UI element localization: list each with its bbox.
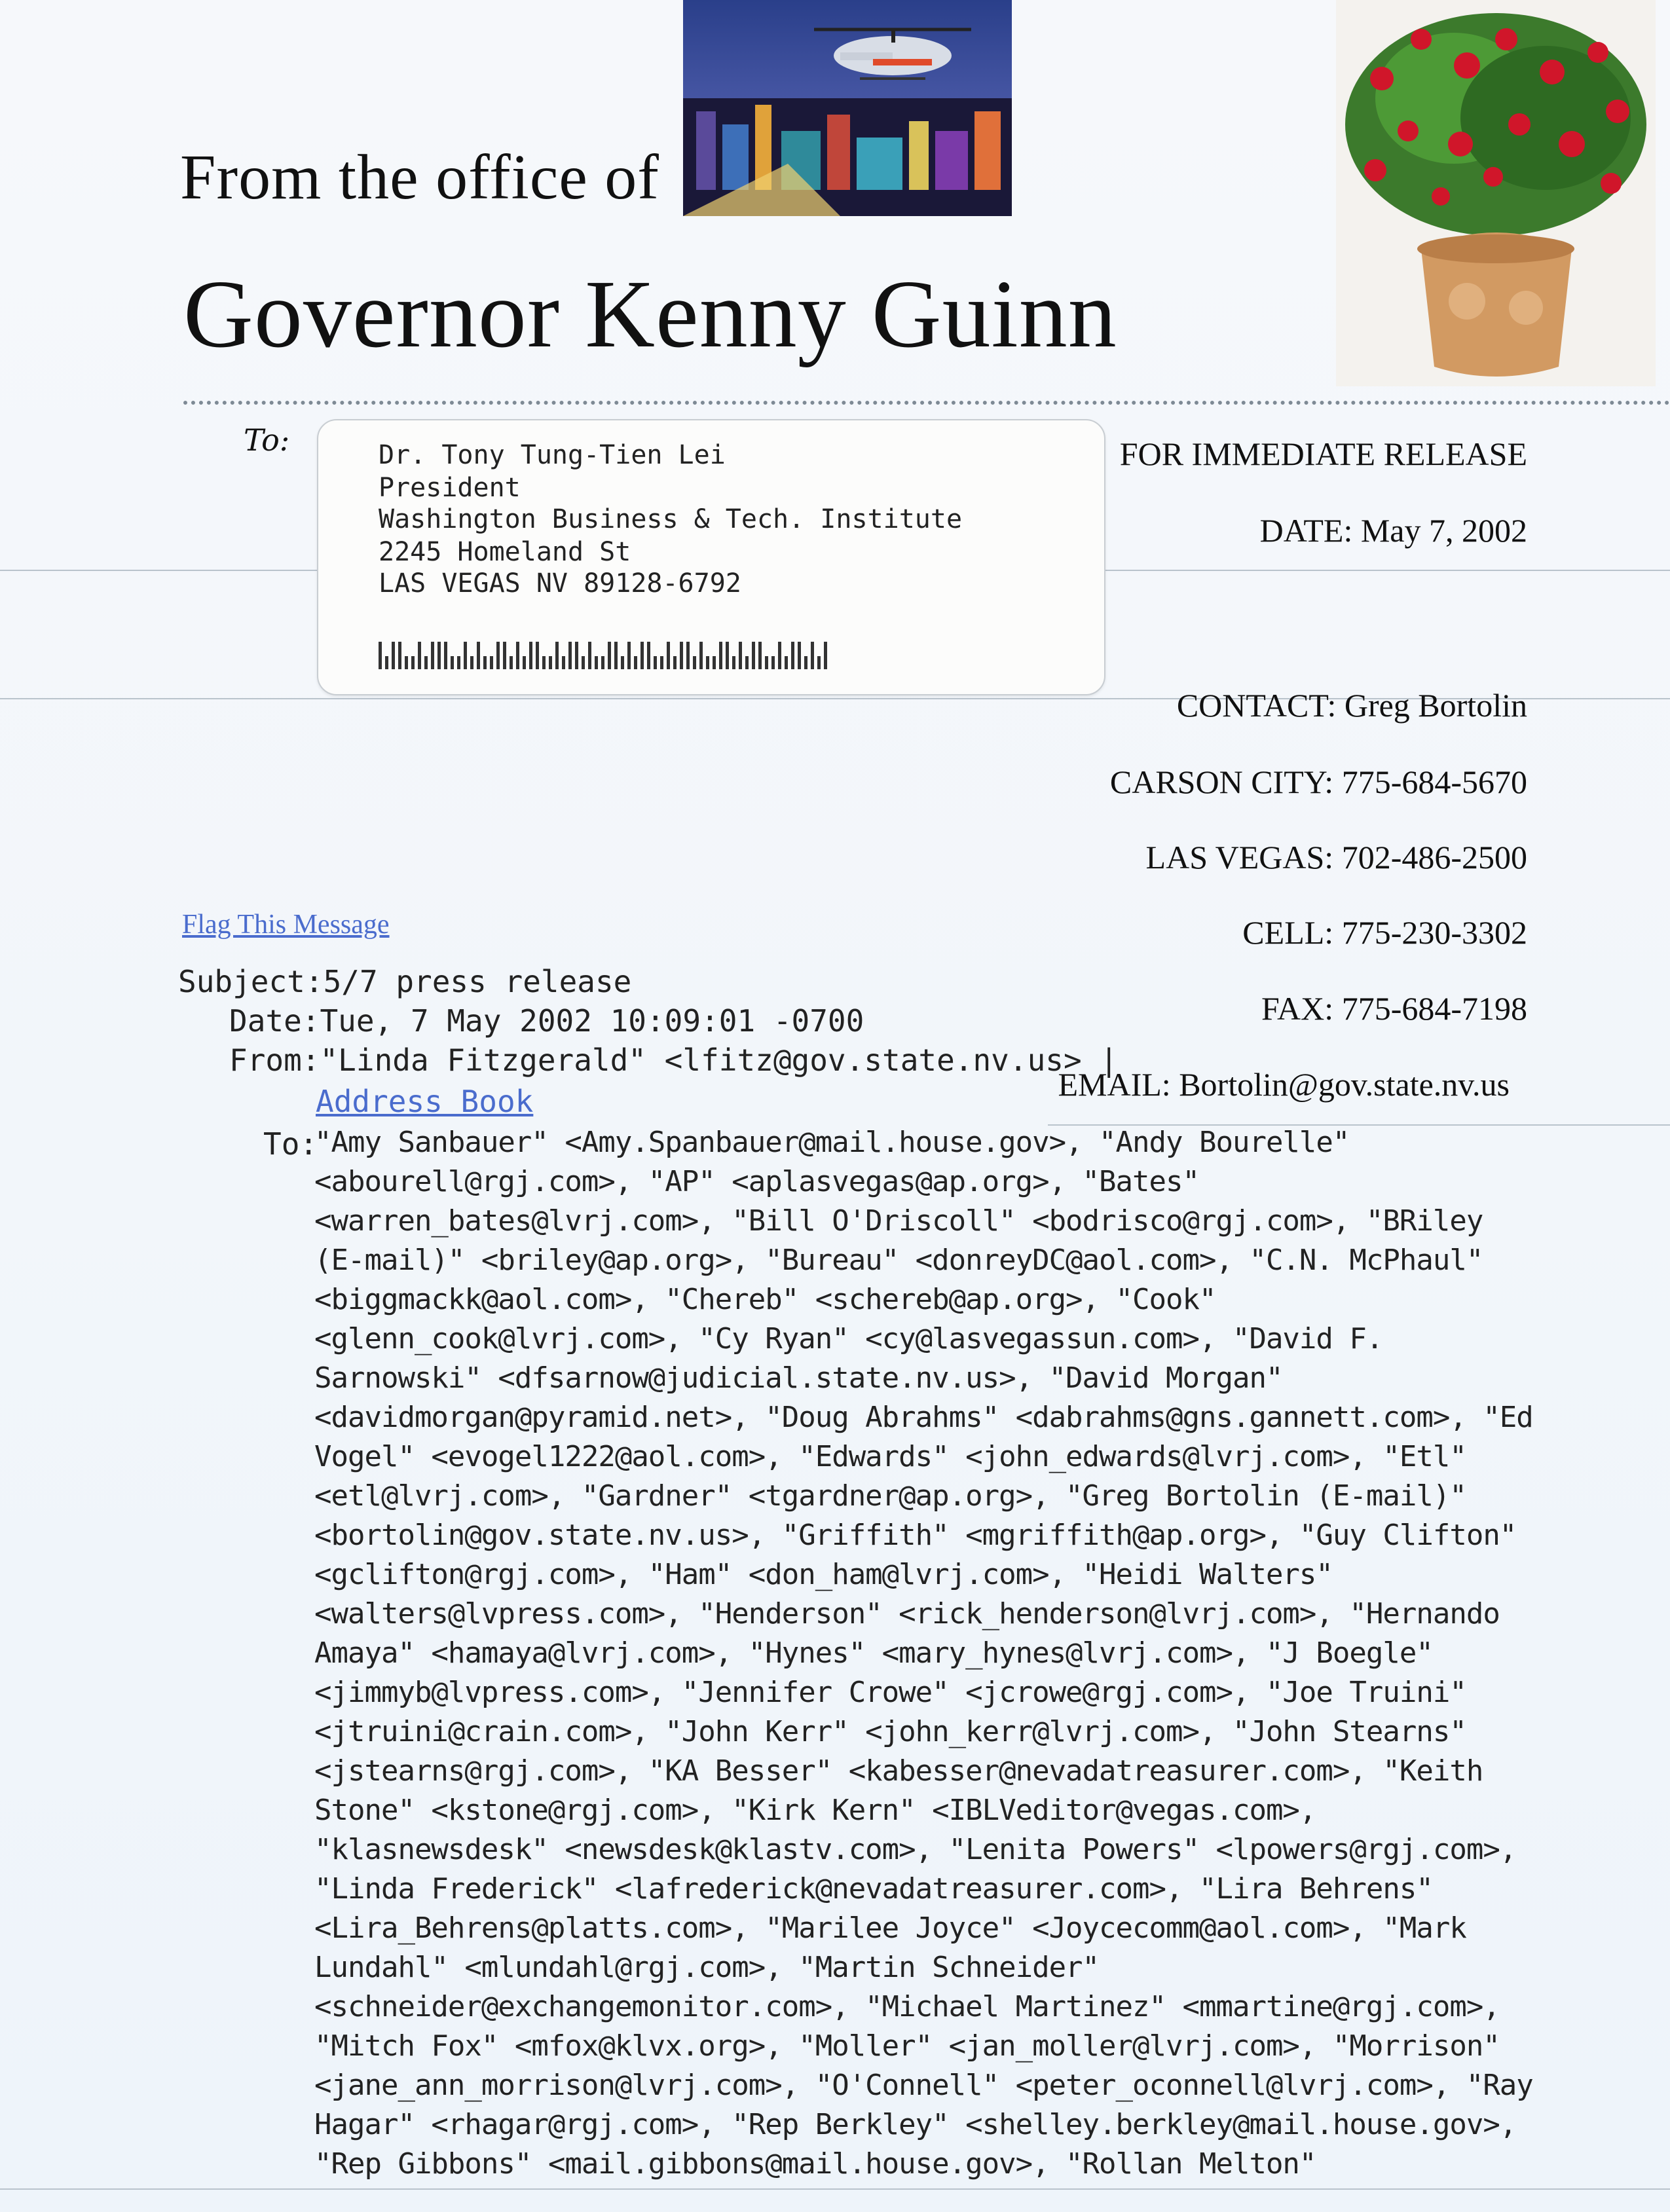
email-label: EMAIL [1058,1066,1162,1103]
barcode-bar [719,642,722,669]
governor-name: Governor Kenny Guinn [183,261,1117,368]
label-title: President [379,473,521,503]
barcode-bar [654,656,657,669]
vegas-value: 702-486-2500 [1341,839,1527,876]
barcode-bar [523,656,526,669]
recipient-line: <warren_bates@lvrj.com>, "Bill O'Driscoll" <bodrisco@rgj.com>, "BRiley [314,1204,1483,1238]
barcode-bar [411,656,415,669]
subject-line [178,964,631,999]
from-line [229,1042,1118,1078]
recipient-line: <biggmackk@aol.com>, "Chereb" <schereb@ap.org>, "Cook" [314,1283,1216,1316]
fold-line [0,2188,1670,2190]
email-date-value: Tue, 7 May 2002 10:09:01 -0700 [320,1003,864,1039]
cell-line: CELL: 775-230-3302 [1242,914,1527,951]
barcode-bar [726,642,729,669]
las-vegas-line: LAS VEGAS: 702-486-2500 [1145,839,1527,876]
recipient-line: <abourell@rgj.com>, "AP" <aplasvegas@ap.org>, "Bates" [314,1165,1199,1198]
barcode-bar [785,656,788,669]
to-prefix: To: [244,422,290,458]
barcode-bar [588,642,591,669]
divider [183,401,1670,405]
barcode-bar [437,642,441,669]
barcode-bar [798,642,801,669]
barcode-bar [529,642,532,669]
barcode-bar [431,642,434,669]
release-title: FOR IMMEDIATE RELEASE [1119,435,1527,472]
recipient-line: <jtruini@crain.com>, "John Kerr" <john_kerr@lvrj.com>, "John Stearns" [314,1715,1466,1748]
barcode-bar [379,642,382,669]
subject-label: Subject: [178,964,324,999]
office-line: From the office of [180,142,659,213]
recipient-line: "Amy Sanbauer" <Amy.Spanbauer@mail.house.gov>, "Andy Bourelle" [314,1126,1350,1159]
recipient-line: <Lira_Behrens@platts.com>, "Marilee Joyce" <Joycecomm@aol.com>, "Mark [314,1911,1466,1945]
barcode-bar [405,656,408,669]
email-value: Bortolin@gov.state.nv.us [1179,1066,1510,1103]
barcode-bar [667,642,670,669]
las-vegas-helicopter-photo [683,0,1012,216]
barcode-bar [621,656,624,669]
email-date-label: Date: [229,1003,320,1039]
barcode-bar [614,642,618,669]
barcode-bar [647,642,650,669]
barcode-bar [765,656,768,669]
recipient-line: <jane_ann_morrison@lvrj.com>, "O'Connell" <peter_oconnell@lvrj.com>, "Ray [314,2069,1533,2102]
barcode-bar [595,656,598,669]
barcode-bar [392,642,395,669]
barcode-bar [693,656,696,669]
to-label: To: [263,1126,318,1162]
barcode-bar [477,642,480,669]
mailing-label [317,419,1105,695]
rose-flower-pot-photo [1336,0,1656,386]
barcode-bar [464,642,467,669]
barcode-bar [568,642,572,669]
barcode-bar [778,642,781,669]
barcode-bar [824,642,827,669]
date-line [229,1003,864,1039]
recipient-line: Stone" <kstone@rgj.com>, "Kirk Kern" <IBLVeditor@vegas.com>, [314,1794,1316,1827]
barcode-bar [771,656,775,669]
label-name: Dr. Tony Tung-Tien Lei [379,440,726,470]
barcode-bar [634,656,637,669]
fax-label: FAX [1261,990,1325,1027]
recipient-line: Amaya" <hamaya@lvrj.com>, "Hynes" <mary_hynes@lvrj.com>, "J Boegle" [314,1636,1433,1670]
barcode-bar [660,656,663,669]
barcode-bar [536,642,539,669]
barcode-bar [510,656,513,669]
barcode-bar [758,642,762,669]
barcode-bar [752,642,755,669]
barcode-bar [470,656,473,669]
contact-line: CONTACT: Greg Bortolin [1176,687,1527,724]
recipient-line: "Mitch Fox" <mfox@klvx.org>, "Moller" <jan_moller@lvrj.com>, "Morrison" [314,2029,1500,2063]
recipient-line: <bortolin@gov.state.nv.us>, "Griffith" <mgriffith@ap.org>, "Guy Clifton" [314,1519,1517,1552]
barcode-bar [706,656,709,669]
subject-value: 5/7 press release [323,964,632,999]
barcode-bar [398,642,401,669]
barcode-bar [699,642,703,669]
contact-label: CONTACT [1176,687,1327,724]
date-label: DATE [1259,512,1344,549]
recipient-line: "Rep Gibbons" <mail.gibbons@mail.house.gov>, "Rollan Melton" [314,2147,1316,2181]
email-line: EMAIL: Bortolin@gov.state.nv.us [1058,1066,1510,1103]
recipient-line: <jimmyb@lvpress.com>, "Jennifer Crowe" <jcrowe@rgj.com>, "Joe Truini" [314,1676,1466,1709]
address-book-link[interactable]: Address Book [316,1084,534,1119]
date-value: May 7, 2002 [1360,512,1527,549]
barcode-bar [804,656,807,669]
recipient-list [314,1123,1611,2184]
recipient-line: Lundahl" <mlundahl@rgj.com>, "Martin Schneider" [314,1951,1100,1984]
recipient-line: (E-mail)" <briley@ap.org>, "Bureau" <donreyDC@aol.com>, "C.N. McPhaul" [314,1244,1483,1277]
barcode-bar [549,656,552,669]
barcode-bar [503,642,506,669]
barcode-bar [640,642,644,669]
barcode-bar [608,642,611,669]
cell-value: 775-230-3302 [1341,914,1527,951]
label-city: LAS VEGAS NV 89128-6792 [379,568,741,599]
from-value: "Linda Fitzgerald" <lfitz@gov.state.nv.us> | [320,1042,1119,1078]
carson-label: CARSON CITY [1109,764,1325,800]
recipient-line: <jstearns@rgj.com>, "KA Besser" <kabesser@nevadatreasurer.com>, "Keith [314,1754,1483,1788]
barcode-bar [418,642,421,669]
barcode-bar [451,656,454,669]
barcode-bar [791,642,794,669]
recipient-line: "Linda Frederick" <lafrederick@nevadatreasurer.com>, "Lira Behrens" [314,1872,1433,1906]
barcode-bar [490,656,493,669]
barcode-bar [673,656,677,669]
release-date: DATE: May 7, 2002 [1259,512,1527,549]
label-organization: Washington Business & Tech. Institute [379,504,963,534]
barcode-bar [627,642,631,669]
recipient-line: Vogel" <evogel1222@aol.com>, "Edwards" <john_edwards@lvrj.com>, "Etl" [314,1440,1466,1473]
barcode-bar [817,656,821,669]
recipient-line: <davidmorgan@pyramid.net>, "Doug Abrahms" <dabrahms@gns.gannett.com>, "Ed [314,1401,1533,1434]
barcode-bar [385,656,388,669]
barcode-bar [575,642,578,669]
barcode-bar [686,642,690,669]
barcode-bar [424,656,428,669]
recipient-line: "klasnewsdesk" <newsdesk@klastv.com>, "Lenita Powers" <lpowers@rgj.com>, [314,1833,1517,1866]
barcode-bar [680,642,683,669]
barcode-bar [562,656,565,669]
barcode-bar [713,656,716,669]
barcode-bar [555,642,559,669]
barcode-bar [745,656,749,669]
postal-barcode-icon [379,638,888,669]
recipient-line: <schneider@exchangemonitor.com>, "Michael Martinez" <mmartine@rgj.com>, [314,1990,1500,2023]
recipient-line: Hagar" <rhagar@rgj.com>, "Rep Berkley" <shelley.berkley@mail.house.gov>, [314,2108,1517,2141]
recipient-line: <glenn_cook@lvrj.com>, "Cy Ryan" <cy@lasvegassun.com>, "David F. [314,1322,1383,1355]
label-street: 2245 Homeland St [379,537,631,567]
fax-value: 775-684-7198 [1341,990,1527,1027]
recipient-line: <gclifton@rgj.com>, "Ham" <don_ham@lvrj.com>, "Heidi Walters" [314,1558,1333,1591]
barcode-bar [444,642,447,669]
cell-label: CELL [1242,914,1325,951]
recipient-line: <walters@lvpress.com>, "Henderson" <rick_henderson@lvrj.com>, "Hernando [314,1597,1500,1631]
barcode-bar [516,642,519,669]
barcode-bar [496,642,500,669]
carson-value: 775-684-5670 [1341,764,1527,800]
barcode-bar [601,656,604,669]
barcode-bar [582,656,585,669]
barcode-bar [542,656,546,669]
flag-message-link[interactable]: Flag This Message [182,910,390,940]
fax-line: FAX: 775-684-7198 [1261,990,1527,1027]
vegas-label: LAS VEGAS [1145,839,1325,876]
barcode-bar [739,642,742,669]
from-label: From: [229,1042,320,1078]
recipient-line: <etl@lvrj.com>, "Gardner" <tgardner@ap.org>, "Greg Bortolin (E-mail)" [314,1479,1466,1513]
recipient-line: Sarnowski" <dfsarnow@judicial.state.nv.us>, "David Morgan" [314,1361,1283,1395]
contact-value: Greg Bortolin [1344,687,1527,724]
carson-city-line: CARSON CITY: 775-684-5670 [1109,764,1527,800]
barcode-bar [732,656,735,669]
barcode-bar [811,642,814,669]
barcode-bar [483,656,487,669]
barcode-bar [457,656,460,669]
